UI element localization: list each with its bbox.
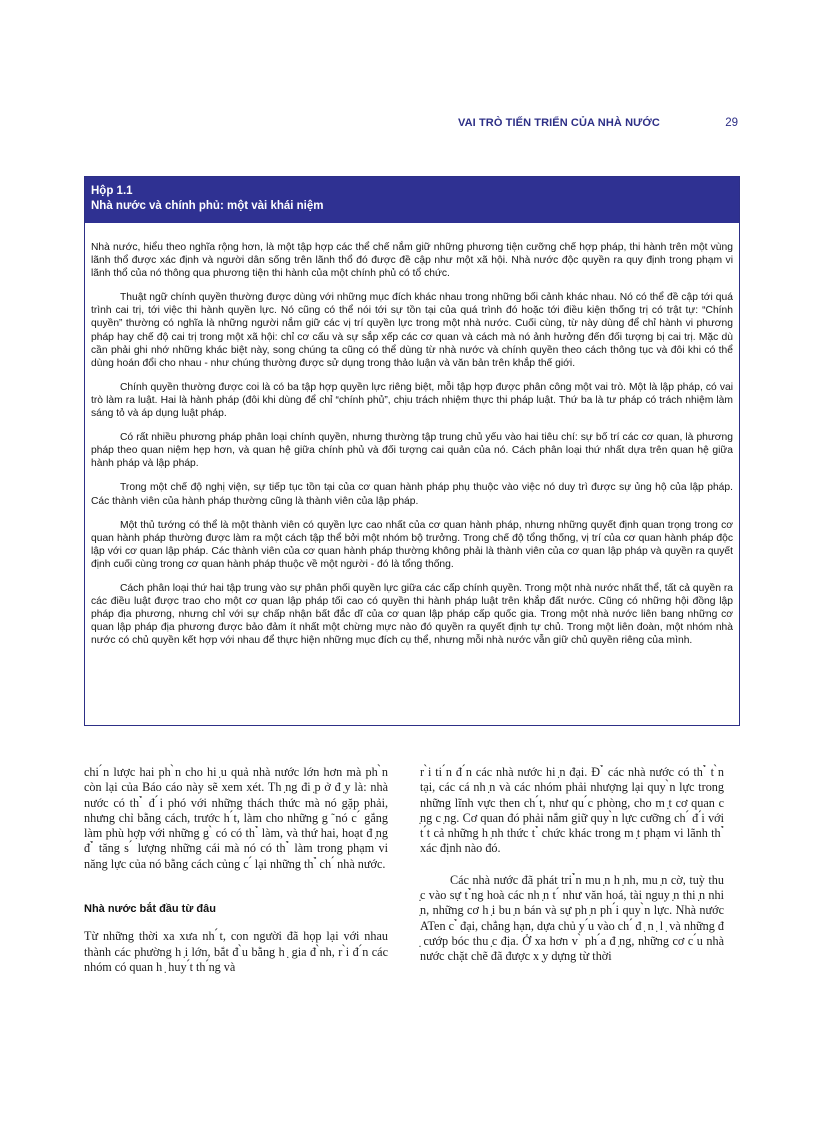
box-body [85,223,739,647]
sidebar-box [84,176,740,726]
body-paragraph: Từ những thời xa xưa nh ́t, con người đã họp lại với nhau thành các phường h ̣i lớn, bắt đ ̀u bằng h ̣ gia đ ̀nh, r ̀i đ ́n các nhóm có quan h ̣ huy ́t th ́ng và [84,929,388,974]
box-paragraph: Thuật ngữ chính quyền thường được dùng với những mục đích khác nhau trong những bối cảnh khác nhau. Nó có thể đề cập tới quá trình cai trị, tới việc thi hành quyền lực. Nó cũng có thể nói tới sự tồn tại của quá trình đó hoặc tới điều kiện thống trị có trật tự: “Chính quyền” thường có nghĩa là những người nắm giữ các vị trí quyền lực trong một nhà nước. Cuối cùng, từ này dùng để chỉ hành vi phương pháp hay chế độ cai trị trong một xã hội: chỉ cơ cấu và sự sắp xếp các cơ quan và cách mà nó ảnh hưởng đến đối tượng bị cai trị. Mặc dù cần phải ghi nhớ những khác biệt này, song chúng ta cũng có thể dùng từ nhà nước và chính quyền theo cách thông tục và đôi khi có thể dùng hoán đổi cho nhau - như chúng thường được sử dụng trong thảo luận và văn bản trên khắp thế giới. [91,292,733,369]
body-paragraph: chi ́n lược hai ph ̀n cho hi ̣u quả nhà nước lớn hơn mà ph ̀n còn lại của Báo cáo này sẽ xem xét. Th ̣ng đi ̣p ở đ ̣y là: nhà nước có th ̉ đ ́i phó với những thách thức mà nó gặp phải, nhưng chỉ bằng cách, trước h ́t, làm cho những g ̃ nó c ́ gắng làm phù hợp với những g ̀ có có th ̉ làm, và thứ hai, hoạt đ ̣ng đ ̉ tăng s ́ lượng những cái mà nó có th ̉ làm trong phạm vi năng lực của nó bằng cách củng c ́ lại những th ̉ ch ́ nhà nước. [84,765,388,871]
running-title: VAI TRÒ TIẾN TRIỂN CỦA NHÀ NƯỚC [458,117,660,129]
running-header [458,117,738,133]
section-heading: Nhà nước bắt đầu từ đâu [84,903,216,916]
box-paragraph: Nhà nước, hiểu theo nghĩa rộng hơn, là một tập hợp các thể chế nắm giữ những phương tiện cưỡng chế hợp pháp, thi hành trên một vùng lãnh thổ được xác định và người dân sống trên lãnh thổ đó được đề cập như một xã hội. Nhà nước độc quyền ra quy định trong phạm vi lãnh thổ của nó thông qua phương tiện thi hành của một chính phủ có tổ chức. [91,242,733,280]
body-paragraph: r ̀i ti ́n đ ́n các nhà nước hi ̣n đại. Đ ̉ các nhà nước có th ̉ t ̀n tại, các cá nh ̣n và các nhóm phải nhượng lại quy ̀n lực trong những lĩnh vực then ch ́t, như qu ́c phòng, cho m ̣t cơ quan c ̣ng c ̣ng. Cơ quan đó phải nắm giữ quy ̀n lực cưỡng ch ́ đ ́i với t ́t cả những h ̣nh thức t ̉ chức khác trong m ̣t phạm vi lãnh th ̉ xác định nào đó. [420,765,724,856]
right-column [420,765,724,965]
body-paragraph: Các nhà nước đã phát tri ̉n mu ̣n h ̣nh, mu ̣n cờ, tuỳ thu ̣c vào sự t ̉ng hoà các nh ̣n t ́ như văn hoá, tài nguy ̣n thi ̣n nhi ̣n, những cơ h ̣i bu ̣n bán và sự ph ̣n ph ́i quy ̀n lực. Nhà nước ATen c ̉ đại, chẳng hạn, dựa chủ y ́u vào ch ́ đ ̣ n ̣ l ̣ và những đ ̣ cướp bóc thu ̣c địa. Ở xa hơn v ̀ ph ́a đ ̣ng, những cơ c ́u nhà nước chặt chẽ đã được x ̣y dựng từ thời [420,872,724,964]
box-title: Nhà nước và chính phủ: một vài khái niệm [91,199,324,212]
box-paragraph: Chính quyền thường được coi là có ba tập hợp quyền lực riêng biệt, mỗi tập hợp được phân công một vai trò. Một là lập pháp, có vai trò làm ra luật. Hai là hành pháp (đôi khi dùng để chỉ “chính phủ”, chịu trách nhiệm thực thi pháp luật. Thứ ba là tư pháp có trách nhiệm làm sáng tỏ và áp dụng luật pháp. [91,381,733,420]
box-paragraph: Trong một chế độ nghị viện, sự tiếp tục tồn tại của cơ quan hành pháp phụ thuộc vào việc nó duy trì được sự ủng hộ của lập pháp. Các thành viên của hành pháp thường cũng là thành viên của lập pháp. [91,482,733,507]
page-number: 29 [725,117,738,129]
box-paragraph: Có rất nhiều phương pháp phân loại chính quyền, nhưng thường tập trung chủ yếu vào hai tiêu chí: sự bố trí các cơ quan, là phương pháp theo quan niệm hẹp hơn, và quan hệ giữa chính phủ và đối tượng cai quản của nó. Cách phân loại thứ nhất dựa trên quan hệ giữa hành pháp và lập pháp. [91,432,733,470]
box-header [85,177,739,223]
box-label: Hộp 1.1 [91,185,133,197]
box-paragraph: Cách phân loại thứ hai tập trung vào sự phân phối quyền lực giữa các cấp chính quyền. Trong một nhà nước nhất thể, tất cả quyền ra các điều luật được trao cho một cơ quan lập pháp tối cao có quyền thi hành pháp luật trên khắp đất nước. Cũng có những hội đồng lập pháp địa phương, nhưng chỉ với sự chấp nhận bất đắc dĩ của cơ quan lập pháp cấp quốc gia. Trong một nhà nước liên bang những cơ quan lập pháp địa phương được bảo đảm ít nhất một chừng mực nào đó quyền ra quyết định tự chủ. Trong một liên đoàn, một nhóm nhà nước có chủ quyền kết hợp với nhau để thực hiện những mục đích cụ thể, nhưng mỗi nhà nước vẫn giữ chủ quyền riêng của mình. [91,582,733,647]
box-paragraph: Một thủ tướng có thể là một thành viên có quyền lực cao nhất của cơ quan hành pháp, nhưng những quyết định quan trọng trong cơ quan hành pháp thường được làm ra một cách tập thể bởi một nhóm bộ trưởng. Trong chế độ tổng thống, vị trí của cơ quan hành pháp độc lập với cơ quan lập pháp. Các thành viên của cơ quan hành pháp thường không phải là thành viên của cơ quan lập pháp và quyền ra quyết định cuối cùng trong cơ quan hành pháp thuộc về một người - đó là tổng thống. [91,519,733,570]
left-column [84,765,388,975]
